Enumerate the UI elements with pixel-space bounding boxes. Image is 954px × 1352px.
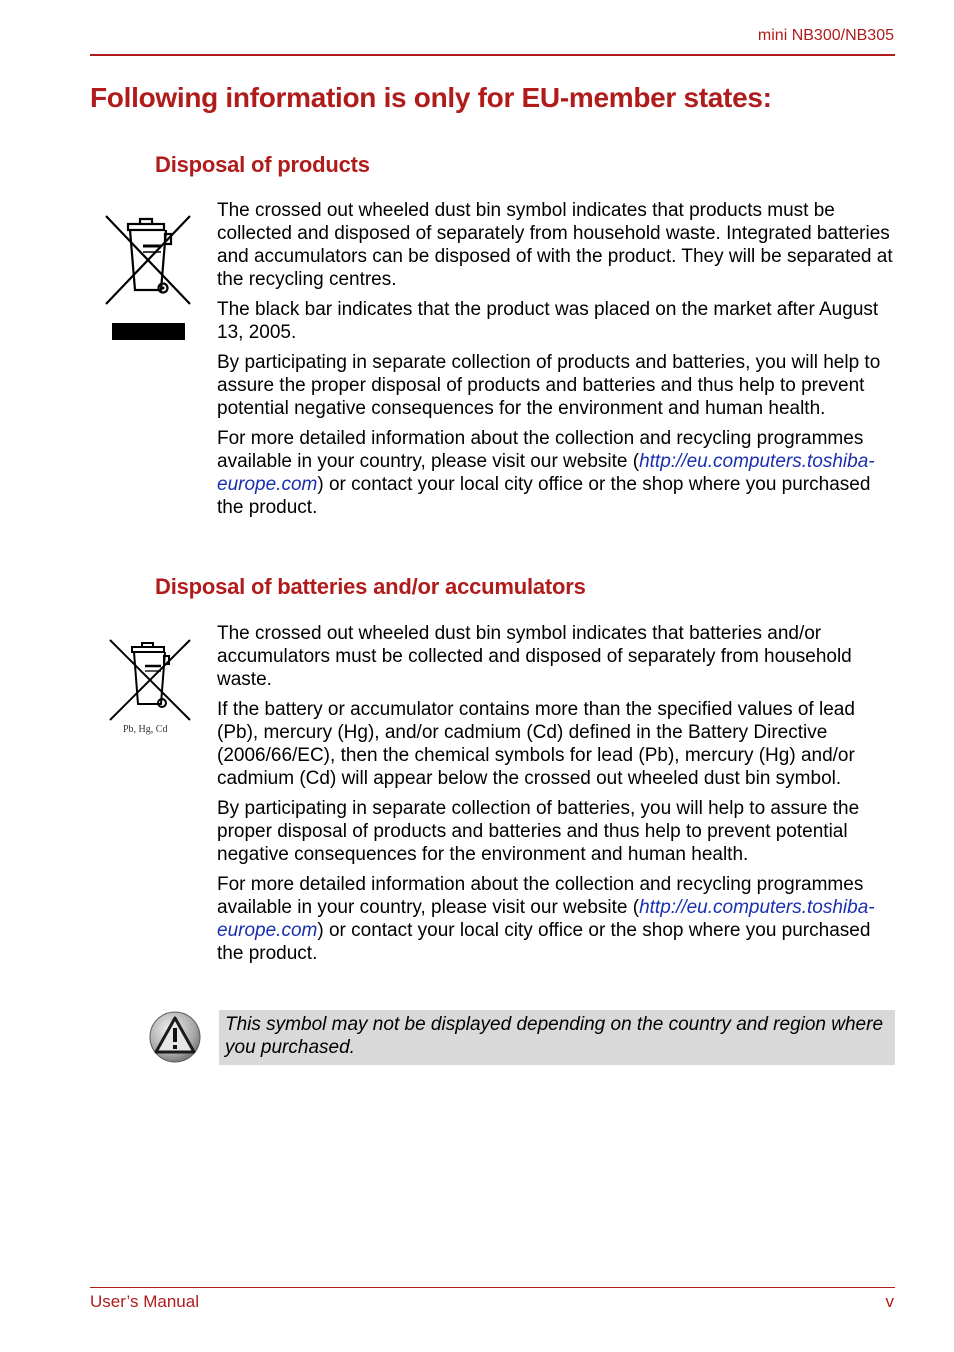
website-link[interactable]: http://eu.computers.toshiba-europe.com <box>217 451 875 495</box>
paragraph <box>217 427 897 519</box>
warning-triangle-icon <box>148 1010 202 1064</box>
paragraph-text: For more detailed information about the collection and recycling programmes available in your country, please visit our website ( <box>217 428 864 472</box>
website-link[interactable]: http://eu.computers.toshiba-europe.com <box>217 897 875 941</box>
footer-manual-label: User’s Manual <box>90 1292 199 1311</box>
section-heading-batteries: Disposal of batteries and/or accumulators <box>155 574 586 599</box>
paragraph: The crossed out wheeled dust bin symbol indicates that products must be collected and disposed of separately from household waste. Integrated batteries and accumulators can be disposed of with the product. They will be separated at the recycling centres. <box>217 200 893 290</box>
products-text <box>217 199 897 526</box>
paragraph-text: For more detailed information about the collection and recycling programmes available in your country, please visit our website ( <box>217 874 864 918</box>
wheeled-bin-crossed-icon <box>108 638 192 724</box>
chemical-symbols-label: Pb, Hg, Cd <box>123 724 168 735</box>
batteries-text <box>217 622 897 972</box>
paragraph: By participating in separate collection of batteries, you will help to assure the proper disposal of products and batteries and thus help to prevent potential negative consequences for the environment and human health. <box>217 798 860 865</box>
paragraph: If the battery or accumulator contains more than the specified values of lead (Pb), mercury (Hg), and/or cadmium (Cd) defined in the Battery Directive (2006/66/EC), then the chemical symbols for lead (Pb), mercury (Hg) and/or cadmium (Cd) will appear below the crossed out wheeled dust bin symbol. <box>217 699 855 789</box>
section-heading-products: Disposal of products <box>155 152 370 177</box>
paragraph: The crossed out wheeled dust bin symbol indicates that batteries and/or accumulators must be collected and disposed of separately from household waste. <box>217 623 852 690</box>
black-bar-icon <box>112 323 185 340</box>
page-title: Following information is only for EU-member states: <box>90 82 772 113</box>
paragraph-text: ) or contact your local city office or the shop where you purchased the product. <box>217 920 871 964</box>
footer-rule <box>90 1287 895 1288</box>
paragraph: By participating in separate collection of products and batteries, you will help to assure the proper disposal of products and batteries and thus help to prevent potential negative consequences for the environment and human health. <box>217 352 881 419</box>
header-title: mini NB300/NB305 <box>757 27 894 44</box>
paragraph-text: ) or contact your local city office or the shop where you purchased the product. <box>217 474 871 518</box>
header-rule <box>90 54 895 56</box>
paragraph: The black bar indicates that the product was placed on the market after August 13, 2005. <box>217 299 879 343</box>
note-box: This symbol may not be displayed depending on the country and region where you purchased. <box>219 1010 895 1065</box>
paragraph <box>217 873 897 965</box>
page-number: v <box>885 1292 894 1311</box>
